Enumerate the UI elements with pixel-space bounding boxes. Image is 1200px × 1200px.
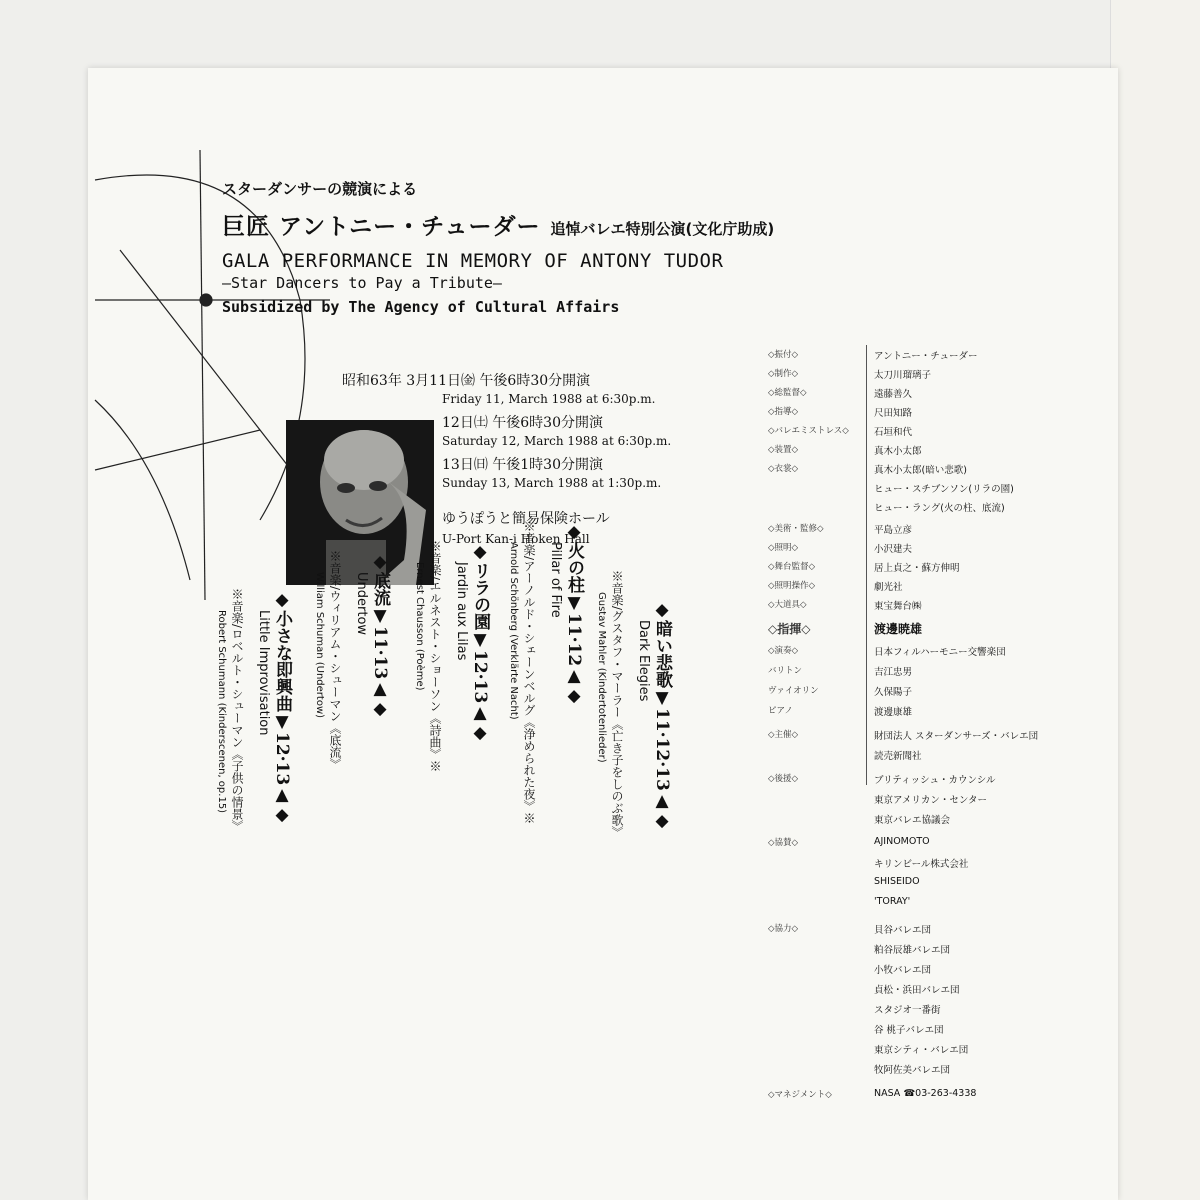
- credit-role: ◇照明◇: [768, 543, 799, 553]
- program-item-en: [352, 572, 371, 635]
- credit-role: ◇バレエミストレス◇: [768, 426, 849, 436]
- credit-name: 財団法人 スターダンサーズ・バレエ団: [874, 731, 1039, 742]
- credit-role: ◇舞台監督◇: [768, 562, 816, 572]
- english-subtitle: —Star Dancers to Pay a Tribute—: [222, 274, 502, 292]
- music-credit: ※音楽/アーノルド・シェーンベルグ《浄められた夜》※: [522, 520, 536, 825]
- credit-row: [768, 598, 1028, 616]
- title-main: 巨匠 アントニー・チューダー: [222, 214, 541, 240]
- credit-row: [768, 962, 1028, 980]
- program-title: ◆暗い悲歌▼11·12·13▲◆: [652, 600, 672, 831]
- composer: Robert Schumann (Kinderscenen, op.15): [216, 610, 227, 814]
- credit-role: ◇振付◇: [768, 350, 799, 360]
- credit-name: 小牧バレエ団: [874, 965, 932, 976]
- credit-row: [768, 541, 1028, 559]
- credit-name: 読売新聞社: [874, 751, 922, 762]
- program-title: ◆小さな即興曲▼12·13▲◆: [272, 590, 292, 826]
- credit-row: [768, 772, 1028, 790]
- credit-row: [768, 982, 1028, 1000]
- credit-row: [768, 644, 1028, 662]
- credit-row: [768, 1042, 1028, 1060]
- credit-name: スタジオ一番街: [874, 1005, 941, 1016]
- credit-name: 粕谷辰雄バレエ団: [874, 945, 951, 956]
- credit-row: [768, 560, 1028, 578]
- program-english: Dark Elegies: [636, 620, 651, 702]
- program-title: ◆底流▼11·13▲◆: [370, 552, 390, 720]
- credit-name: SHISEIDO: [874, 876, 920, 887]
- credit-name: ヒュー・スチブンソン(リラの園): [874, 484, 1014, 495]
- credit-role: バリトン: [768, 666, 803, 676]
- credit-name: 真木小太郎: [874, 446, 922, 457]
- credit-row: [768, 876, 1028, 894]
- date-2-jp: 12日㈯ 午後6時30分開演: [442, 415, 603, 431]
- program-english: Pillar of Fire: [548, 542, 563, 618]
- credit-role: ◇主催◇: [768, 730, 799, 740]
- credit-name: 'TORAY': [874, 896, 911, 907]
- credit-name: ヒュー・ラング(火の柱、底流): [874, 503, 1005, 514]
- credit-row: [768, 836, 1028, 854]
- composer: Arnold Schönberg (Verklärte Nacht): [508, 542, 519, 720]
- english-subsidy: Subsidized by The Agency of Cultural Affairs: [222, 298, 620, 316]
- credit-name: 日本フィルハーモニー交響楽団: [874, 647, 1006, 658]
- composer: Gustav Mahler (Kindertotenlieder): [596, 592, 607, 763]
- credit-row: [768, 367, 1028, 385]
- credit-row: [768, 500, 1028, 518]
- credit-name: 東宝舞台㈱: [874, 601, 922, 612]
- credit-row: [768, 348, 1028, 366]
- credit-name: 谷 桃子バレエ団: [874, 1025, 944, 1036]
- credit-row: [768, 386, 1028, 404]
- credit-role: ヴァイオリン: [768, 686, 819, 696]
- credit-name: 貞松・浜田バレエ団: [874, 985, 960, 996]
- date-1-en: Friday 11, March 1988 at 6:30p.m.: [442, 392, 656, 406]
- credit-name: 渡邊暁雄: [874, 622, 923, 636]
- credit-row: [768, 812, 1028, 830]
- credit-role: ◇マネジメント◇: [768, 1090, 832, 1100]
- credit-row: [768, 1022, 1028, 1040]
- credit-role: ◇総監督◇: [768, 388, 807, 398]
- credit-name: 東京シティ・バレエ団: [874, 1045, 969, 1056]
- credit-name: 久保陽子: [874, 687, 913, 698]
- credit-role: ピアノ: [768, 706, 793, 716]
- venue-en: U-Port Kan-i Hoken Hall: [442, 532, 590, 546]
- credit-row: [768, 748, 1028, 766]
- credit-name: キリンビール株式会社: [874, 859, 969, 870]
- credit-row: [768, 481, 1028, 499]
- program-composer: [310, 572, 329, 718]
- credit-name: 吉江忠男: [874, 667, 913, 678]
- credit-name: 東京バレエ協議会: [874, 815, 951, 826]
- credit-row: [768, 405, 1028, 423]
- header-subtitle: スターダンサーの競演による: [222, 180, 418, 198]
- program-title: ◆リラの園▼12·13▲◆: [470, 542, 490, 744]
- credit-row: [768, 896, 1028, 914]
- credit-row: [768, 942, 1028, 960]
- date-3-jp: 13日㈰ 午後1時30分開演: [442, 457, 603, 473]
- program-composer: [212, 610, 231, 813]
- composer: Ernest Chausson (Poème): [414, 562, 425, 691]
- english-title: GALA PERFORMANCE IN MEMORY OF ANTONY TUDOR: [222, 250, 724, 272]
- facing-page: [1110, 0, 1200, 1200]
- credit-name: 遠藤善久: [874, 389, 913, 400]
- credit-name: 居上貞之・蘇方伸明: [874, 563, 960, 574]
- program-item-en: [546, 542, 565, 618]
- credit-name: NASA ☎03-263-4338: [874, 1088, 977, 1099]
- credit-row: [768, 443, 1028, 461]
- credit-name: AJINOMOTO: [874, 836, 930, 847]
- program-composer: [410, 562, 429, 691]
- program-item: [562, 522, 587, 706]
- music-credit: ※音楽/ウィリアム・シューマン《底流》: [328, 550, 342, 771]
- program-item: [468, 542, 493, 743]
- program-item: [368, 552, 393, 719]
- credit-name: 劇光社: [874, 582, 903, 593]
- credit-role: ◇制作◇: [768, 369, 799, 379]
- program-item-en: [254, 610, 273, 736]
- venue-jp: ゆうぽうと簡易保険ホール: [442, 511, 610, 527]
- credit-role: ◇装置◇: [768, 445, 799, 455]
- credit-role: ◇指導◇: [768, 407, 799, 417]
- date-1-jp: 昭和63年 3月11日㈮ 午後6時30分開演: [342, 373, 591, 389]
- program-english: Undertow: [354, 572, 369, 636]
- credit-row: [768, 620, 1028, 638]
- program-item: [650, 600, 675, 831]
- program-item-en: [452, 562, 471, 660]
- credit-role: ◇協力◇: [768, 924, 799, 934]
- portrait-photo: [286, 420, 434, 585]
- credit-name: ブリティッシュ・カウンシル: [874, 775, 996, 786]
- credit-row: [768, 792, 1028, 810]
- credit-role: ◇美術・監修◇: [768, 524, 824, 534]
- credit-name: 貝谷バレエ団: [874, 925, 932, 936]
- credit-row: [768, 728, 1039, 746]
- credit-row: [768, 1002, 1028, 1020]
- credit-role: ◇後援◇: [768, 774, 799, 784]
- program-composer: [504, 542, 523, 720]
- credit-row: [768, 1088, 1028, 1106]
- credit-name: 牧阿佐美バレエ団: [874, 1065, 951, 1076]
- credit-role: ◇協賛◇: [768, 838, 799, 848]
- program-item-en: [634, 620, 653, 701]
- music-credit: ※音楽/エルネスト・ショーソン《詩曲》※: [428, 540, 442, 773]
- credit-row: [768, 522, 1028, 540]
- credit-row: [768, 579, 1028, 597]
- credit-role: ◇照明操作◇: [768, 581, 816, 591]
- program-item: [270, 590, 295, 825]
- music-credit: ※音楽/ロベルト・シューマン《子供の情景》: [230, 588, 244, 833]
- credit-role: ◇演奏◇: [768, 646, 799, 656]
- credit-role: ◇衣裳◇: [768, 464, 799, 474]
- credit-row: [768, 684, 1028, 702]
- credit-row: [768, 922, 1028, 940]
- credit-row: [768, 856, 1028, 874]
- credit-name: 太刀川瑠璃子: [874, 370, 932, 381]
- credit-name: 真木小太郎(暗い悲歌): [874, 465, 967, 476]
- program-composer: [592, 592, 611, 763]
- credit-name: 小沢建夫: [874, 544, 913, 555]
- credit-row: [768, 704, 1028, 722]
- date-2-en: Saturday 12, March 1988 at 6:30p.m.: [442, 434, 672, 448]
- credit-role: ◇大道具◇: [768, 600, 807, 610]
- date-3-en: Sunday 13, March 1988 at 1:30p.m.: [442, 476, 662, 490]
- program-title: ◆火の柱▼11·12▲◆: [564, 522, 584, 707]
- credit-name: 平島立彦: [874, 525, 913, 536]
- program-english: Jardin aux Lilas: [454, 562, 469, 661]
- credit-row: [768, 462, 1028, 480]
- credit-role: ◇指揮◇: [768, 622, 811, 636]
- music-credit: ※音楽/グスタフ・マーラー《亡き子をしのぶ歌》: [610, 570, 624, 839]
- credit-row: [768, 424, 1028, 442]
- credit-name: 東京アメリカン・センター: [874, 795, 987, 806]
- credit-name: 渡邊康雄: [874, 707, 913, 718]
- credit-name: 尺田知路: [874, 408, 913, 419]
- program-english: Little Improvisation: [256, 610, 271, 736]
- credit-name: アントニー・チューダー: [874, 351, 978, 362]
- credit-row: [768, 1062, 1028, 1080]
- credit-row: [768, 664, 1028, 682]
- credit-name: 石垣和代: [874, 427, 913, 438]
- title-small: 追悼バレエ特別公演(文化庁助成): [550, 220, 775, 238]
- composer: William Schuman (Undertow): [314, 572, 325, 719]
- header-title: [222, 208, 922, 241]
